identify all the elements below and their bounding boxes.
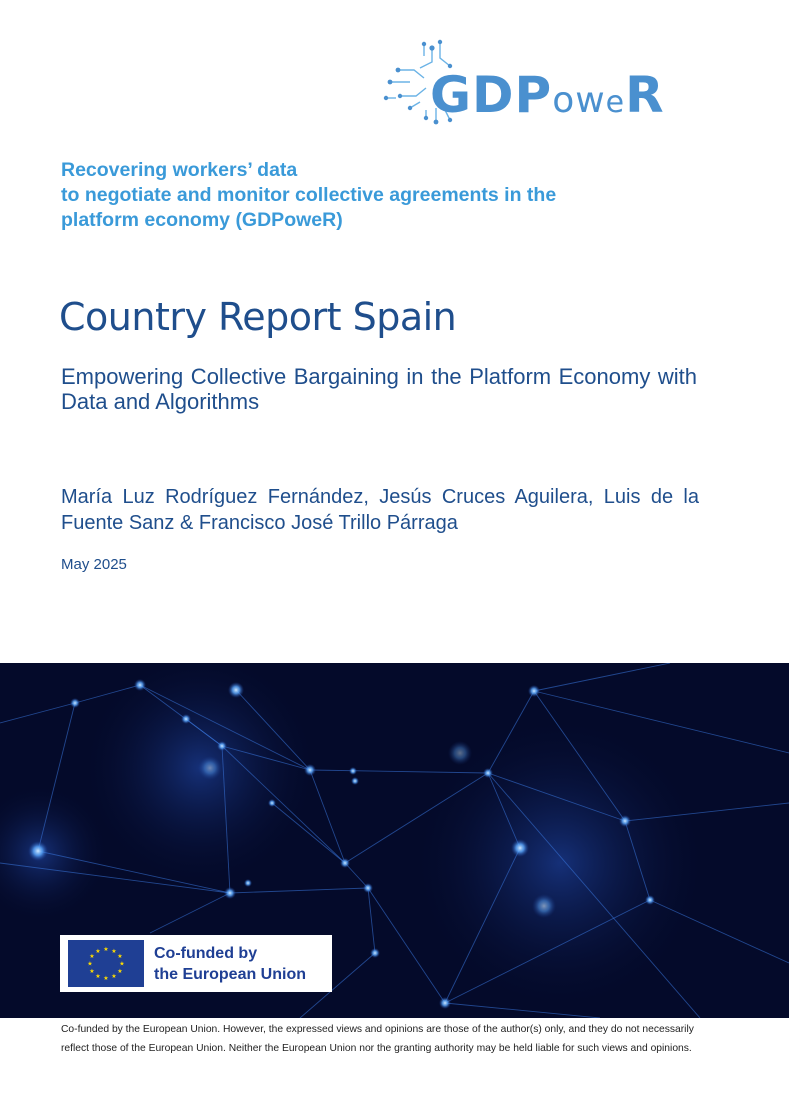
eu-badge-line-2: the European Union <box>154 966 306 983</box>
svg-text:★: ★ <box>89 953 95 960</box>
svg-text:★: ★ <box>95 948 101 955</box>
svg-text:★: ★ <box>87 960 93 968</box>
svg-text:★: ★ <box>117 953 123 960</box>
eu-flag-icon <box>68 940 144 987</box>
svg-text:★: ★ <box>117 968 123 975</box>
eu-badge-text <box>154 943 306 985</box>
report-date: May 2025 <box>61 556 127 573</box>
svg-text:★: ★ <box>103 975 109 982</box>
project-title <box>61 158 701 233</box>
report-subtitle: Empowering Collective Bargaining in the Platform Economy with Data and Algorithms <box>61 364 697 414</box>
gdpower-logo <box>380 38 700 128</box>
svg-text:★: ★ <box>111 948 117 955</box>
svg-text:★: ★ <box>95 973 101 980</box>
logo-wordmark: GDPoweR <box>430 66 665 124</box>
svg-text:★: ★ <box>119 960 125 968</box>
eu-disclaimer-text: Co-funded by the European Union. However, the expressed views and opinions are those of the author(s) only, and they do not necessarily reflect those of the European Union. Neither the European Union nor the granting authority may be held liable for such views and opinions. <box>61 1024 694 1054</box>
eu-cofunded-badge <box>60 935 332 992</box>
report-title: Country Report Spain <box>59 295 457 339</box>
project-title-line-2: to negotiate and monitor collective agreements in the <box>61 184 557 206</box>
svg-text:★: ★ <box>111 973 117 980</box>
project-title-line-3: platform economy (GDPoweR) <box>61 209 343 231</box>
project-title-line-1: Recovering workers’ data <box>61 159 298 181</box>
eu-badge-line-1: Co-funded by <box>154 945 258 962</box>
svg-text:★: ★ <box>89 968 95 975</box>
svg-text:★: ★ <box>103 946 109 953</box>
report-authors: María Luz Rodríguez Fernández, Jesús Cruces Aguilera, Luis de la Fuente Sanz & Francisco José Trillo Párraga <box>61 486 699 534</box>
